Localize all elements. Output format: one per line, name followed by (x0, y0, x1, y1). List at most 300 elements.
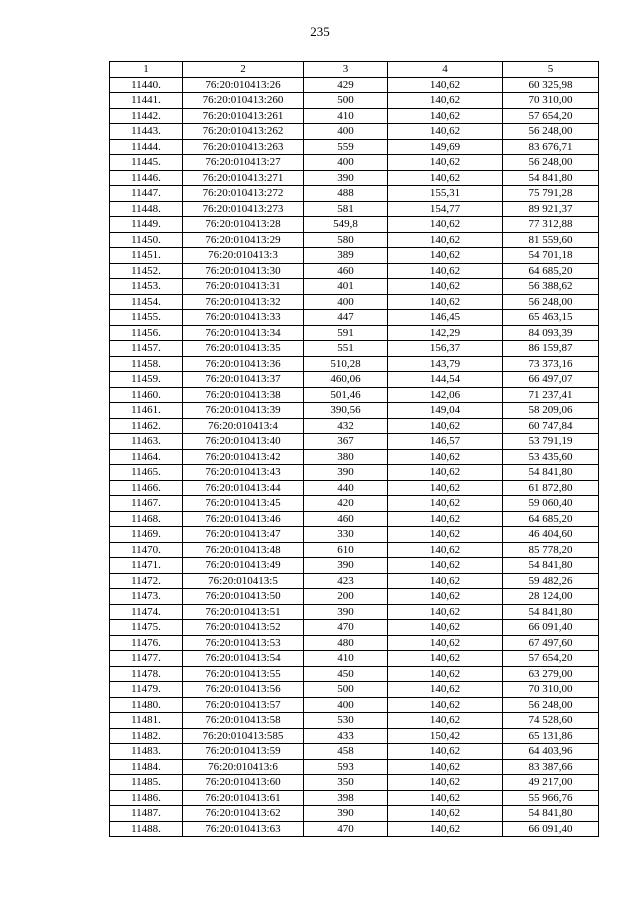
row-number-cell: 11485. (110, 775, 183, 791)
rate-cell: 140,62 (388, 790, 503, 806)
table-row (110, 310, 599, 326)
value-cell: 56 388,62 (503, 279, 599, 295)
row-number-cell: 11443. (110, 124, 183, 140)
area-cell: 500 (304, 682, 388, 698)
area-cell: 423 (304, 573, 388, 589)
cadastral-number-cell: 76:20:010413:6 (183, 759, 304, 775)
rate-cell: 140,62 (388, 713, 503, 729)
rate-cell: 140,62 (388, 480, 503, 496)
value-cell: 54 841,80 (503, 465, 599, 481)
rate-cell: 140,62 (388, 682, 503, 698)
area-cell: 460 (304, 263, 388, 279)
table-row (110, 155, 599, 171)
table-row (110, 728, 599, 744)
cadastral-number-cell: 76:20:010413:52 (183, 620, 304, 636)
area-cell: 593 (304, 759, 388, 775)
area-cell: 432 (304, 418, 388, 434)
column-header-1: 1 (110, 62, 183, 78)
value-cell: 74 528,60 (503, 713, 599, 729)
area-cell: 450 (304, 666, 388, 682)
row-number-cell: 11445. (110, 155, 183, 171)
cadastral-number-cell: 76:20:010413:35 (183, 341, 304, 357)
table-body (110, 77, 599, 837)
cadastral-number-cell: 76:20:010413:26 (183, 77, 304, 93)
rate-cell: 140,62 (388, 93, 503, 109)
area-cell: 390,56 (304, 403, 388, 419)
table-row (110, 496, 599, 512)
area-cell: 389 (304, 248, 388, 264)
row-number-cell: 11479. (110, 682, 183, 698)
table-row (110, 527, 599, 543)
rate-cell: 140,62 (388, 124, 503, 140)
cadastral-number-cell: 76:20:010413:272 (183, 186, 304, 202)
area-cell: 580 (304, 232, 388, 248)
row-number-cell: 11467. (110, 496, 183, 512)
table-row (110, 77, 599, 93)
table-row (110, 403, 599, 419)
rate-cell: 150,42 (388, 728, 503, 744)
area-cell: 488 (304, 186, 388, 202)
value-cell: 56 248,00 (503, 294, 599, 310)
cadastral-number-cell: 76:20:010413:53 (183, 635, 304, 651)
value-cell: 65 463,15 (503, 310, 599, 326)
value-cell: 58 209,06 (503, 403, 599, 419)
cadastral-number-cell: 76:20:010413:55 (183, 666, 304, 682)
table-row (110, 418, 599, 434)
area-cell: 200 (304, 589, 388, 605)
table-row (110, 759, 599, 775)
table-row (110, 263, 599, 279)
rate-cell: 140,62 (388, 697, 503, 713)
cadastral-number-cell: 76:20:010413:3 (183, 248, 304, 264)
area-cell: 501,46 (304, 387, 388, 403)
rate-cell: 146,45 (388, 310, 503, 326)
rate-cell: 140,62 (388, 527, 503, 543)
value-cell: 85 778,20 (503, 542, 599, 558)
area-cell: 440 (304, 480, 388, 496)
table-row (110, 449, 599, 465)
cadastral-number-cell: 76:20:010413:4 (183, 418, 304, 434)
row-number-cell: 11473. (110, 589, 183, 605)
row-number-cell: 11454. (110, 294, 183, 310)
table-row (110, 356, 599, 372)
rate-cell: 140,62 (388, 666, 503, 682)
table-row (110, 248, 599, 264)
rate-cell: 140,62 (388, 279, 503, 295)
area-cell: 591 (304, 325, 388, 341)
area-cell: 400 (304, 124, 388, 140)
cadastral-number-cell: 76:20:010413:34 (183, 325, 304, 341)
table-row (110, 620, 599, 636)
value-cell: 83 387,66 (503, 759, 599, 775)
area-cell: 460 (304, 511, 388, 527)
value-cell: 59 060,40 (503, 496, 599, 512)
table-row (110, 93, 599, 109)
row-number-cell: 11453. (110, 279, 183, 295)
table-row (110, 201, 599, 217)
row-number-cell: 11475. (110, 620, 183, 636)
area-cell: 410 (304, 651, 388, 667)
value-cell: 54 701,18 (503, 248, 599, 264)
row-number-cell: 11487. (110, 806, 183, 822)
rate-cell: 140,62 (388, 542, 503, 558)
area-cell: 458 (304, 744, 388, 760)
area-cell: 420 (304, 496, 388, 512)
area-cell: 390 (304, 806, 388, 822)
value-cell: 60 747,84 (503, 418, 599, 434)
rate-cell: 140,62 (388, 263, 503, 279)
cadastral-number-cell: 76:20:010413:32 (183, 294, 304, 310)
table-row (110, 697, 599, 713)
register-table (109, 61, 599, 837)
table-row (110, 341, 599, 357)
area-cell: 470 (304, 821, 388, 837)
value-cell: 57 654,20 (503, 108, 599, 124)
value-cell: 28 124,00 (503, 589, 599, 605)
cadastral-number-cell: 76:20:010413:60 (183, 775, 304, 791)
row-number-cell: 11472. (110, 573, 183, 589)
value-cell: 54 841,80 (503, 604, 599, 620)
cadastral-number-cell: 76:20:010413:585 (183, 728, 304, 744)
rate-cell: 140,62 (388, 248, 503, 264)
rate-cell: 140,62 (388, 620, 503, 636)
area-cell: 500 (304, 93, 388, 109)
cadastral-number-cell: 76:20:010413:57 (183, 697, 304, 713)
value-cell: 64 685,20 (503, 263, 599, 279)
value-cell: 66 091,40 (503, 821, 599, 837)
area-cell: 350 (304, 775, 388, 791)
row-number-cell: 11474. (110, 604, 183, 620)
rate-cell: 142,29 (388, 325, 503, 341)
value-cell: 70 310,00 (503, 682, 599, 698)
table-row (110, 139, 599, 155)
value-cell: 54 841,80 (503, 558, 599, 574)
row-number-cell: 11462. (110, 418, 183, 434)
table-row (110, 372, 599, 388)
cadastral-number-cell: 76:20:010413:30 (183, 263, 304, 279)
area-cell: 581 (304, 201, 388, 217)
row-number-cell: 11447. (110, 186, 183, 202)
cadastral-number-cell: 76:20:010413:27 (183, 155, 304, 171)
row-number-cell: 11444. (110, 139, 183, 155)
rate-cell: 149,04 (388, 403, 503, 419)
cadastral-number-cell: 76:20:010413:43 (183, 465, 304, 481)
cadastral-number-cell: 76:20:010413:36 (183, 356, 304, 372)
page-number: 235 (310, 24, 330, 39)
area-cell: 510,28 (304, 356, 388, 372)
table-row (110, 325, 599, 341)
row-number-cell: 11471. (110, 558, 183, 574)
cadastral-number-cell: 76:20:010413:44 (183, 480, 304, 496)
row-number-cell: 11448. (110, 201, 183, 217)
value-cell: 75 791,28 (503, 186, 599, 202)
row-number-cell: 11450. (110, 232, 183, 248)
table-row (110, 682, 599, 698)
area-cell: 433 (304, 728, 388, 744)
column-header-2: 2 (183, 62, 304, 78)
value-cell: 84 093,39 (503, 325, 599, 341)
row-number-cell: 11455. (110, 310, 183, 326)
rate-cell: 155,31 (388, 186, 503, 202)
table-row (110, 186, 599, 202)
area-cell: 447 (304, 310, 388, 326)
rate-cell: 144,54 (388, 372, 503, 388)
row-number-cell: 11477. (110, 651, 183, 667)
row-number-cell: 11476. (110, 635, 183, 651)
rate-cell: 140,62 (388, 465, 503, 481)
cadastral-number-cell: 76:20:010413:31 (183, 279, 304, 295)
table-row (110, 465, 599, 481)
rate-cell: 140,62 (388, 418, 503, 434)
table-row (110, 666, 599, 682)
rate-cell: 140,62 (388, 651, 503, 667)
table-row (110, 635, 599, 651)
row-number-cell: 11468. (110, 511, 183, 527)
cadastral-number-cell: 76:20:010413:261 (183, 108, 304, 124)
table-row (110, 294, 599, 310)
value-cell: 65 131,86 (503, 728, 599, 744)
table-row (110, 170, 599, 186)
row-number-cell: 11460. (110, 387, 183, 403)
area-cell: 380 (304, 449, 388, 465)
row-number-cell: 11463. (110, 434, 183, 450)
cadastral-number-cell: 76:20:010413:56 (183, 682, 304, 698)
value-cell: 63 279,00 (503, 666, 599, 682)
table-row (110, 232, 599, 248)
cadastral-number-cell: 76:20:010413:40 (183, 434, 304, 450)
value-cell: 53 435,60 (503, 449, 599, 465)
table-row (110, 790, 599, 806)
cadastral-number-cell: 76:20:010413:38 (183, 387, 304, 403)
value-cell: 77 312,88 (503, 217, 599, 233)
cadastral-number-cell: 76:20:010413:48 (183, 542, 304, 558)
rate-cell: 140,62 (388, 589, 503, 605)
value-cell: 81 559,60 (503, 232, 599, 248)
column-header-4: 4 (388, 62, 503, 78)
cadastral-number-cell: 76:20:010413:5 (183, 573, 304, 589)
table-row (110, 651, 599, 667)
cadastral-number-cell: 76:20:010413:46 (183, 511, 304, 527)
row-number-cell: 11446. (110, 170, 183, 186)
cadastral-number-cell: 76:20:010413:260 (183, 93, 304, 109)
area-cell: 390 (304, 170, 388, 186)
value-cell: 60 325,98 (503, 77, 599, 93)
table-row (110, 480, 599, 496)
row-number-cell: 11457. (110, 341, 183, 357)
cadastral-number-cell: 76:20:010413:45 (183, 496, 304, 512)
area-cell: 549,8 (304, 217, 388, 233)
value-cell: 61 872,80 (503, 480, 599, 496)
cadastral-number-cell: 76:20:010413:58 (183, 713, 304, 729)
rate-cell: 154,77 (388, 201, 503, 217)
cadastral-number-cell: 76:20:010413:39 (183, 403, 304, 419)
area-cell: 460,06 (304, 372, 388, 388)
rate-cell: 140,62 (388, 759, 503, 775)
table-row (110, 573, 599, 589)
rate-cell: 149,69 (388, 139, 503, 155)
cadastral-number-cell: 76:20:010413:33 (183, 310, 304, 326)
cadastral-number-cell: 76:20:010413:273 (183, 201, 304, 217)
cadastral-number-cell: 76:20:010413:28 (183, 217, 304, 233)
area-cell: 400 (304, 294, 388, 310)
cadastral-number-cell: 76:20:010413:271 (183, 170, 304, 186)
cadastral-number-cell: 76:20:010413:59 (183, 744, 304, 760)
value-cell: 70 310,00 (503, 93, 599, 109)
rate-cell: 142,06 (388, 387, 503, 403)
area-cell: 330 (304, 527, 388, 543)
rate-cell: 156,37 (388, 341, 503, 357)
row-number-cell: 11482. (110, 728, 183, 744)
value-cell: 56 248,00 (503, 155, 599, 171)
header-row (110, 62, 599, 78)
table-row (110, 217, 599, 233)
row-number-cell: 11459. (110, 372, 183, 388)
value-cell: 67 497,60 (503, 635, 599, 651)
table-row (110, 589, 599, 605)
table-row (110, 713, 599, 729)
rate-cell: 140,62 (388, 744, 503, 760)
value-cell: 46 404,60 (503, 527, 599, 543)
cadastral-number-cell: 76:20:010413:62 (183, 806, 304, 822)
area-cell: 530 (304, 713, 388, 729)
row-number-cell: 11488. (110, 821, 183, 837)
area-cell: 551 (304, 341, 388, 357)
value-cell: 73 373,16 (503, 356, 599, 372)
value-cell: 53 791,19 (503, 434, 599, 450)
area-cell: 400 (304, 155, 388, 171)
row-number-cell: 11466. (110, 480, 183, 496)
row-number-cell: 11481. (110, 713, 183, 729)
row-number-cell: 11451. (110, 248, 183, 264)
area-cell: 559 (304, 139, 388, 155)
rate-cell: 140,62 (388, 155, 503, 171)
area-cell: 390 (304, 558, 388, 574)
table-row (110, 542, 599, 558)
value-cell: 83 676,71 (503, 139, 599, 155)
row-number-cell: 11461. (110, 403, 183, 419)
cadastral-number-cell: 76:20:010413:51 (183, 604, 304, 620)
area-cell: 610 (304, 542, 388, 558)
value-cell: 54 841,80 (503, 806, 599, 822)
rate-cell: 143,79 (388, 356, 503, 372)
area-cell: 410 (304, 108, 388, 124)
cadastral-number-cell: 76:20:010413:29 (183, 232, 304, 248)
cadastral-number-cell: 76:20:010413:50 (183, 589, 304, 605)
row-number-cell: 11486. (110, 790, 183, 806)
row-number-cell: 11449. (110, 217, 183, 233)
row-number-cell: 11452. (110, 263, 183, 279)
value-cell: 64 403,96 (503, 744, 599, 760)
cadastral-number-cell: 76:20:010413:54 (183, 651, 304, 667)
cadastral-number-cell: 76:20:010413:63 (183, 821, 304, 837)
rate-cell: 140,62 (388, 77, 503, 93)
value-cell: 89 921,37 (503, 201, 599, 217)
value-cell: 56 248,00 (503, 697, 599, 713)
rate-cell: 140,62 (388, 806, 503, 822)
value-cell: 71 237,41 (503, 387, 599, 403)
row-number-cell: 11464. (110, 449, 183, 465)
row-number-cell: 11484. (110, 759, 183, 775)
rate-cell: 140,62 (388, 558, 503, 574)
table-row (110, 558, 599, 574)
rate-cell: 140,62 (388, 775, 503, 791)
rate-cell: 140,62 (388, 604, 503, 620)
row-number-cell: 11483. (110, 744, 183, 760)
table-row (110, 604, 599, 620)
row-number-cell: 11442. (110, 108, 183, 124)
row-number-cell: 11440. (110, 77, 183, 93)
rate-cell: 140,62 (388, 449, 503, 465)
table-row (110, 279, 599, 295)
row-number-cell: 11480. (110, 697, 183, 713)
value-cell: 55 966,76 (503, 790, 599, 806)
table-row (110, 511, 599, 527)
area-cell: 401 (304, 279, 388, 295)
area-cell: 429 (304, 77, 388, 93)
value-cell: 56 248,00 (503, 124, 599, 140)
cadastral-number-cell: 76:20:010413:263 (183, 139, 304, 155)
table-row (110, 434, 599, 450)
area-cell: 390 (304, 604, 388, 620)
rate-cell: 140,62 (388, 511, 503, 527)
value-cell: 49 217,00 (503, 775, 599, 791)
rate-cell: 140,62 (388, 170, 503, 186)
cadastral-number-cell: 76:20:010413:61 (183, 790, 304, 806)
rate-cell: 140,62 (388, 635, 503, 651)
area-cell: 390 (304, 465, 388, 481)
row-number-cell: 11465. (110, 465, 183, 481)
area-cell: 470 (304, 620, 388, 636)
row-number-cell: 11469. (110, 527, 183, 543)
rate-cell: 146,57 (388, 434, 503, 450)
area-cell: 400 (304, 697, 388, 713)
column-header-3: 3 (304, 62, 388, 78)
rate-cell: 140,62 (388, 573, 503, 589)
value-cell: 57 654,20 (503, 651, 599, 667)
value-cell: 66 497,07 (503, 372, 599, 388)
rate-cell: 140,62 (388, 108, 503, 124)
cadastral-number-cell: 76:20:010413:42 (183, 449, 304, 465)
table-row (110, 806, 599, 822)
area-cell: 367 (304, 434, 388, 450)
cadastral-number-cell: 76:20:010413:262 (183, 124, 304, 140)
table-row (110, 387, 599, 403)
rate-cell: 140,62 (388, 232, 503, 248)
table-row (110, 775, 599, 791)
value-cell: 54 841,80 (503, 170, 599, 186)
row-number-cell: 11470. (110, 542, 183, 558)
cadastral-number-cell: 76:20:010413:47 (183, 527, 304, 543)
area-cell: 480 (304, 635, 388, 651)
rate-cell: 140,62 (388, 217, 503, 233)
row-number-cell: 11456. (110, 325, 183, 341)
column-header-5: 5 (503, 62, 599, 78)
value-cell: 59 482,26 (503, 573, 599, 589)
value-cell: 66 091,40 (503, 620, 599, 636)
table-row (110, 108, 599, 124)
rate-cell: 140,62 (388, 821, 503, 837)
table-row (110, 744, 599, 760)
value-cell: 86 159,87 (503, 341, 599, 357)
rate-cell: 140,62 (388, 496, 503, 512)
cadastral-number-cell: 76:20:010413:49 (183, 558, 304, 574)
row-number-cell: 11478. (110, 666, 183, 682)
table-row (110, 124, 599, 140)
table-row (110, 821, 599, 837)
area-cell: 398 (304, 790, 388, 806)
value-cell: 64 685,20 (503, 511, 599, 527)
row-number-cell: 11441. (110, 93, 183, 109)
